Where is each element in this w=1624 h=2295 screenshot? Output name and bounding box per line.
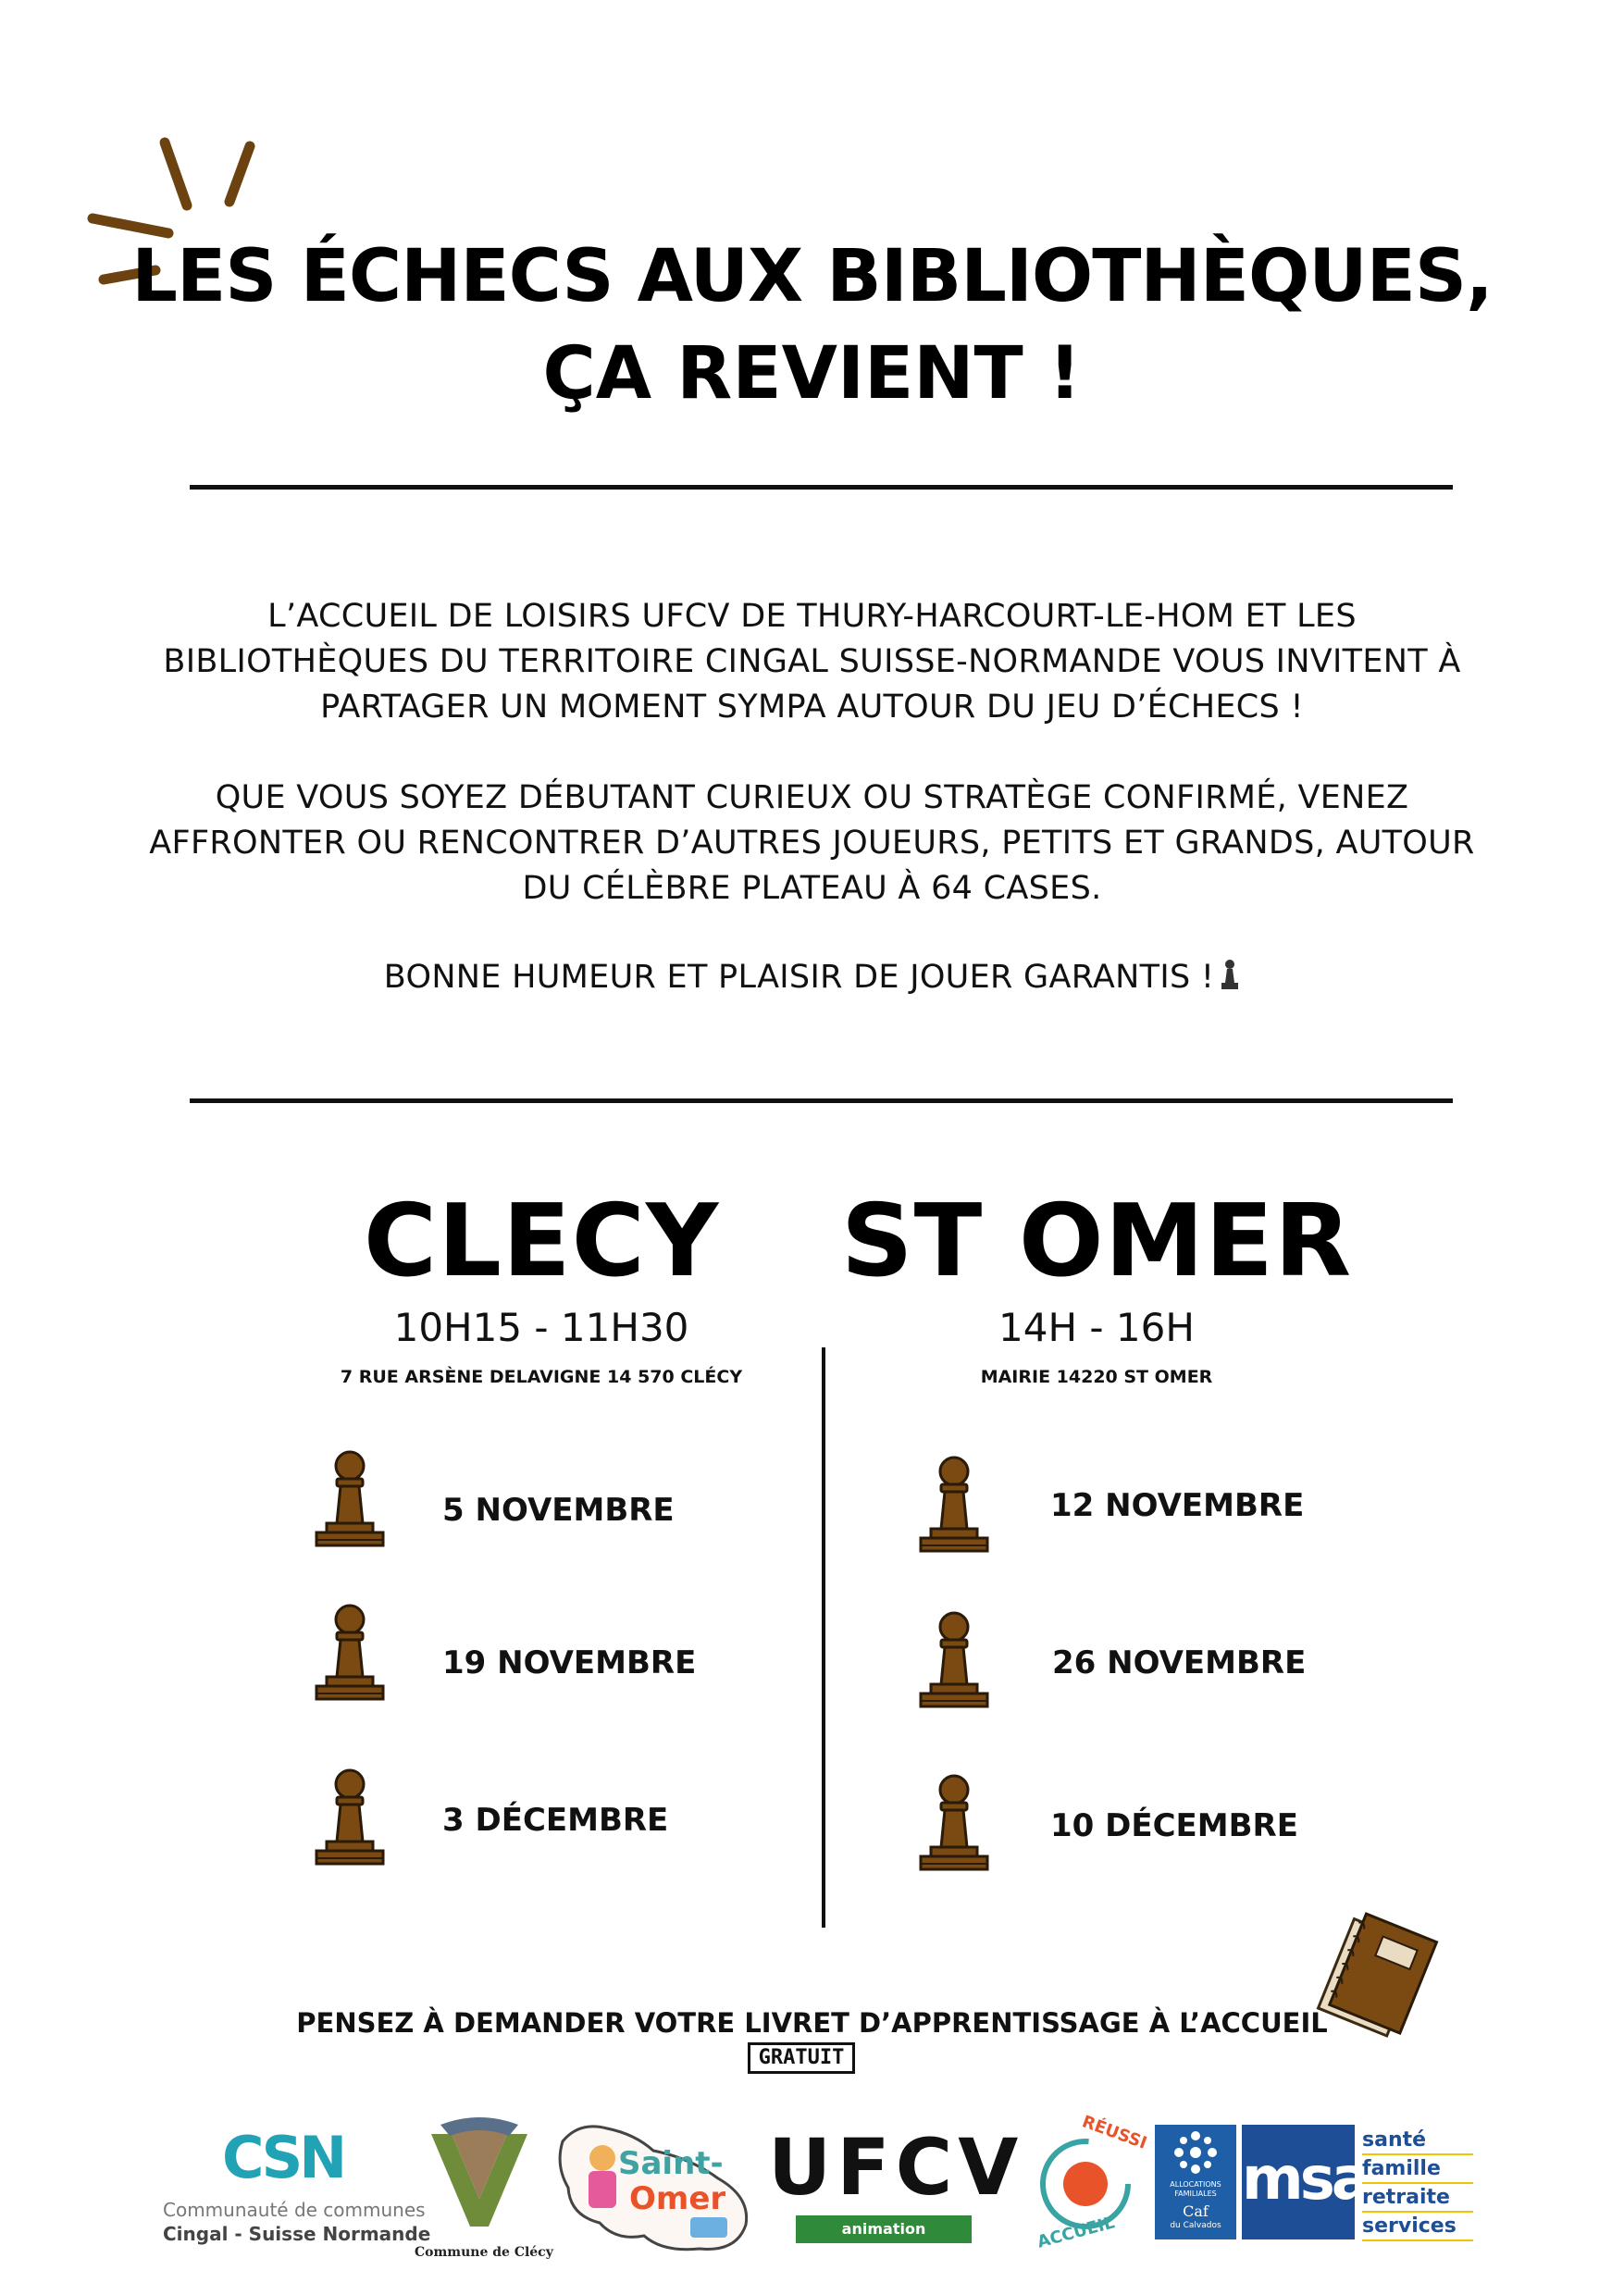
venue-clecy-date-2: 19 NOVEMBRE [442,1644,697,1681]
venue-st-omer-date-3: 10 DÉCEMBRE [1050,1807,1298,1844]
caf-line-4: du Calvados [1170,2221,1221,2230]
csn-line-2: Cingal - Suisse Normande [163,2223,431,2245]
title-line-1: LES ÉCHECS AUX BIBLIOTHÈQUES, [131,235,1493,318]
venue-clecy-date-3: 3 DÉCEMBRE [442,1802,669,1839]
saint-omer-line-2: Omer [629,2180,726,2217]
msa-word-3: retraite [1362,2184,1473,2213]
saint-omer-line-1: Saint- [618,2145,724,2182]
venue-clecy-hours: 10H15 - 11H30 [393,1305,689,1350]
msa-word-4: services [1362,2213,1473,2241]
saint-omer-logo [552,2114,760,2262]
msa-mark-text: msa [1242,2145,1368,2214]
csn-logo [157,2124,431,2254]
venue-clecy-address: 7 RUE ARSÈNE DELAVIGNE 14 570 CLÉCY [340,1367,743,1387]
reussi-accueil-logo [1025,2112,1149,2252]
venue-st-omer-hours: 14H - 16H [998,1305,1195,1350]
caf-emblem-icon [1172,2128,1220,2177]
msa-word-1: santé [1362,2127,1473,2155]
ufcv-tagline: animation territoriale [796,2215,972,2243]
csn-mark: CSN [222,2124,344,2191]
booklet-notice: PENSEZ À DEMANDER VOTRE LIVRET D’APPRENTISSAGE À L’ACCUEIL [296,2007,1328,2039]
ufcv-logo [768,2122,1024,2265]
venue-st-omer-name: ST OMER [840,1184,1353,1299]
intro-paragraph-1: L’ACCUEIL DE LOISIRS UFCV DE THURY-HARCOURT-LE-HOM ET LES BIBLIOTHÈQUES DU TERRITOIRE CINGAL SUISSE-NORMANDE VOUS INVITENT À PARTAGER UN MOMENT SYMPA AUTOUR DU JEU D’ÉCHECS ! [163,598,1461,726]
clecy-emblem-icon [424,2115,535,2236]
chess-pawn-icon [916,1455,992,1555]
chess-pawn-icon [312,1603,388,1703]
chess-pawn-icon [1220,958,1240,991]
csn-line-1: Communauté de communes [163,2199,426,2221]
reussi-bottom-text: ACCUEIL [1035,2213,1117,2252]
caf-line-1: ALLOCATIONS [1170,2180,1221,2189]
free-badge: GRATUIT [748,2042,855,2074]
title-line-2: ÇA REVIENT ! [542,332,1082,416]
msa-logo [1242,2125,1475,2239]
caf-line-2: FAMILIALES [1174,2190,1217,2198]
middle-divider [190,1098,1453,1103]
intro-paragraph-2: QUE VOUS SOYEZ DÉBUTANT CURIEUX OU STRATÈGE CONFIRMÉ, VENEZ AFFRONTER OU RENCONTRER D’AUTRES JOUEURS, PETITS ET GRANDS, AUTOUR DU CÉLÈBRE PLATEAU À 64 CASES. [149,779,1475,907]
column-divider [822,1347,825,1928]
venue-clecy-name: CLECY [363,1184,720,1299]
chess-pawn-icon [312,1768,388,1867]
intro-paragraph-3 [139,955,1485,1000]
venue-st-omer-date-2: 26 NOVEMBRE [1052,1644,1307,1681]
clecy-logo [415,2115,553,2264]
chess-pawn-icon [916,1773,992,1873]
chess-pawn-icon [916,1610,992,1710]
intro-paragraph-3-text: BONNE HUMEUR ET PLAISIR DE JOUER GARANTIS ! [383,959,1215,996]
venue-st-omer-date-1: 12 NOVEMBRE [1050,1487,1305,1524]
caf-logo [1155,2125,1236,2239]
chess-pawn-icon [312,1449,388,1549]
ufcv-mark: UFCV [768,2122,1024,2213]
clecy-caption: Commune de Clécy [415,2245,553,2260]
venue-clecy-date-1: 5 NOVEMBRE [442,1492,675,1529]
reussi-top-text: RÉUSSI [1079,2112,1149,2153]
venue-st-omer-address: MAIRIE 14220 ST OMER [980,1367,1213,1387]
msa-mark [1242,2125,1368,2239]
msa-word-2: famille [1362,2155,1473,2184]
caf-line-3: Caf [1183,2202,1209,2220]
msa-words [1362,2127,1473,2241]
top-divider [190,485,1453,490]
